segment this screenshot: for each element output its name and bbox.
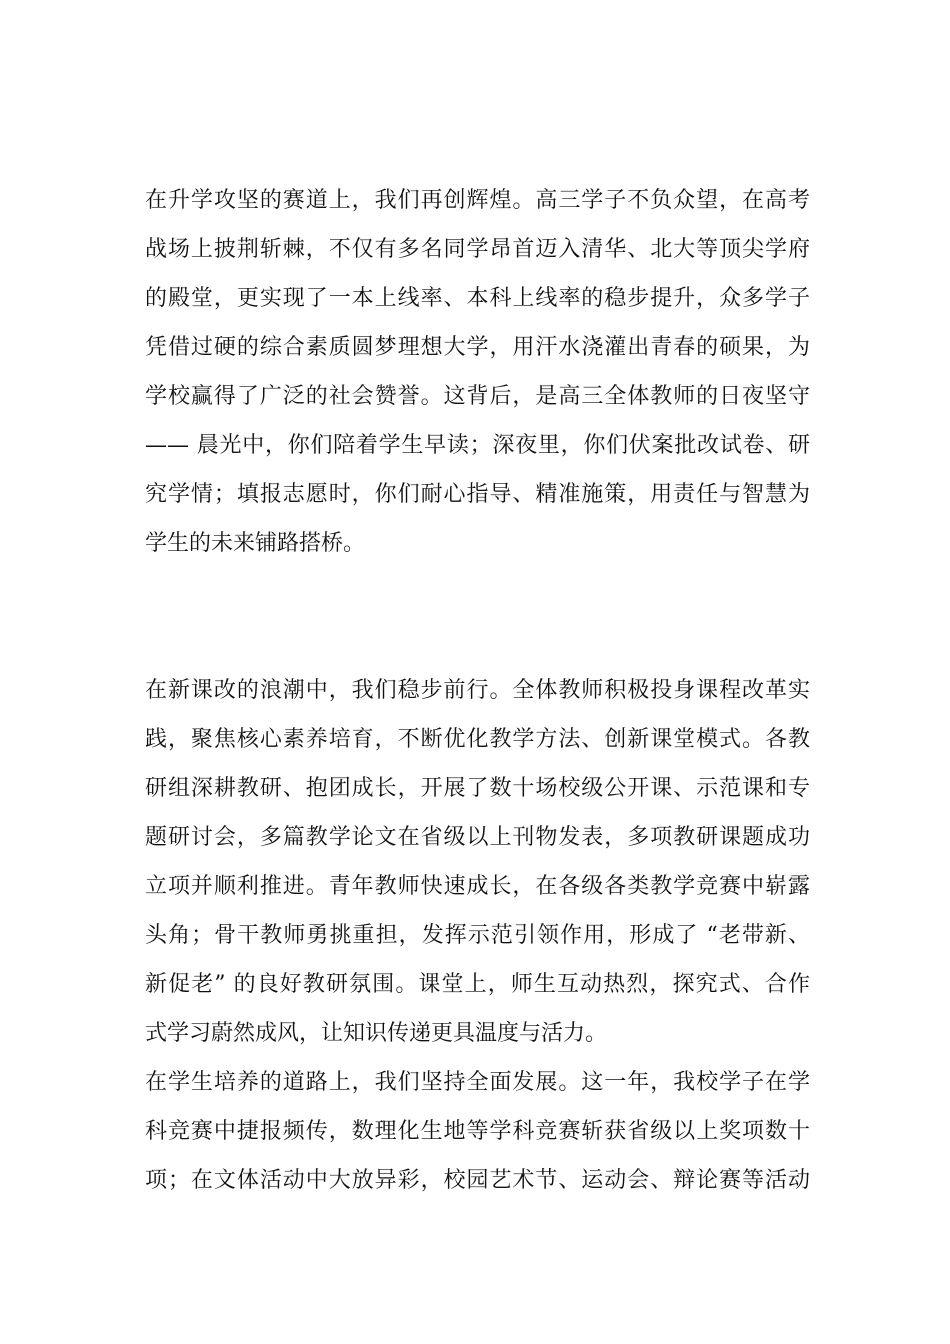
text-line: 头角；骨干教师勇挑重担，发挥示范引领作用，形成了 “老带新、 bbox=[145, 923, 810, 948]
text-line: 立项并顺利推进。青年教师快速成长，在各级各类教学竞赛中崭露 bbox=[145, 874, 810, 899]
text-line: 项；在文体活动中大放异彩，校园艺术节、运动会、辩论赛等活动 bbox=[145, 1168, 810, 1193]
text-line: 题研讨会，多篇教学论文在省级以上刊物发表，多项教研课题成功 bbox=[145, 825, 810, 850]
text-line: 在升学攻坚的赛道上，我们再创辉煌。高三学子不负众望，在高考 bbox=[145, 188, 810, 213]
text-line: 凭借过硬的综合素质圆梦理想大学，用汗水浇灌出青春的硕果，为 bbox=[145, 335, 810, 360]
text-line: 科竞赛中捷报频传，数理化生地等学科竞赛斩获省级以上奖项数十 bbox=[145, 1119, 810, 1144]
text-line: 在学生培养的道路上，我们坚持全面发展。这一年，我校学子在学 bbox=[145, 1070, 810, 1095]
text-line: 的殿堂，更实现了一本上线率、本科上线率的稳步提升，众多学子 bbox=[145, 286, 810, 311]
text-line: 学生的未来铺路搭桥。 bbox=[145, 531, 366, 556]
text-line: 式学习蔚然成风，让知识传递更具温度与活力。 bbox=[145, 1021, 608, 1046]
text-line: 研组深耕教研、抱团成长，开展了数十场校级公开课、示范课和专 bbox=[145, 776, 810, 801]
text-line: 战场上披荆斩棘，不仅有多名同学昂首迈入清华、北大等顶尖学府 bbox=[145, 237, 810, 262]
text-line: 究学情；填报志愿时，你们耐心指导、精准施策，用责任与智慧为 bbox=[145, 482, 810, 507]
paragraph-student-development bbox=[145, 1058, 810, 1205]
paragraph-exam-success bbox=[145, 176, 810, 568]
paragraph-curriculum-reform bbox=[145, 666, 810, 1058]
text-line: —— 晨光中，你们陪着学生早读；深夜里，你们伏案批改试卷、研 bbox=[145, 433, 810, 458]
text-line: 践，聚焦核心素养培育，不断优化教学方法、创新课堂模式。各教 bbox=[145, 727, 810, 752]
text-line: 学校赢得了广泛的社会赞誉。这背后，是高三全体教师的日夜坚守 bbox=[145, 384, 810, 409]
text-line: 在新课改的浪潮中，我们稳步前行。全体教师积极投身课程改革实 bbox=[145, 678, 810, 703]
text-line: 新促老” 的良好教研氛围。课堂上，师生互动热烈，探究式、合作 bbox=[145, 972, 810, 997]
